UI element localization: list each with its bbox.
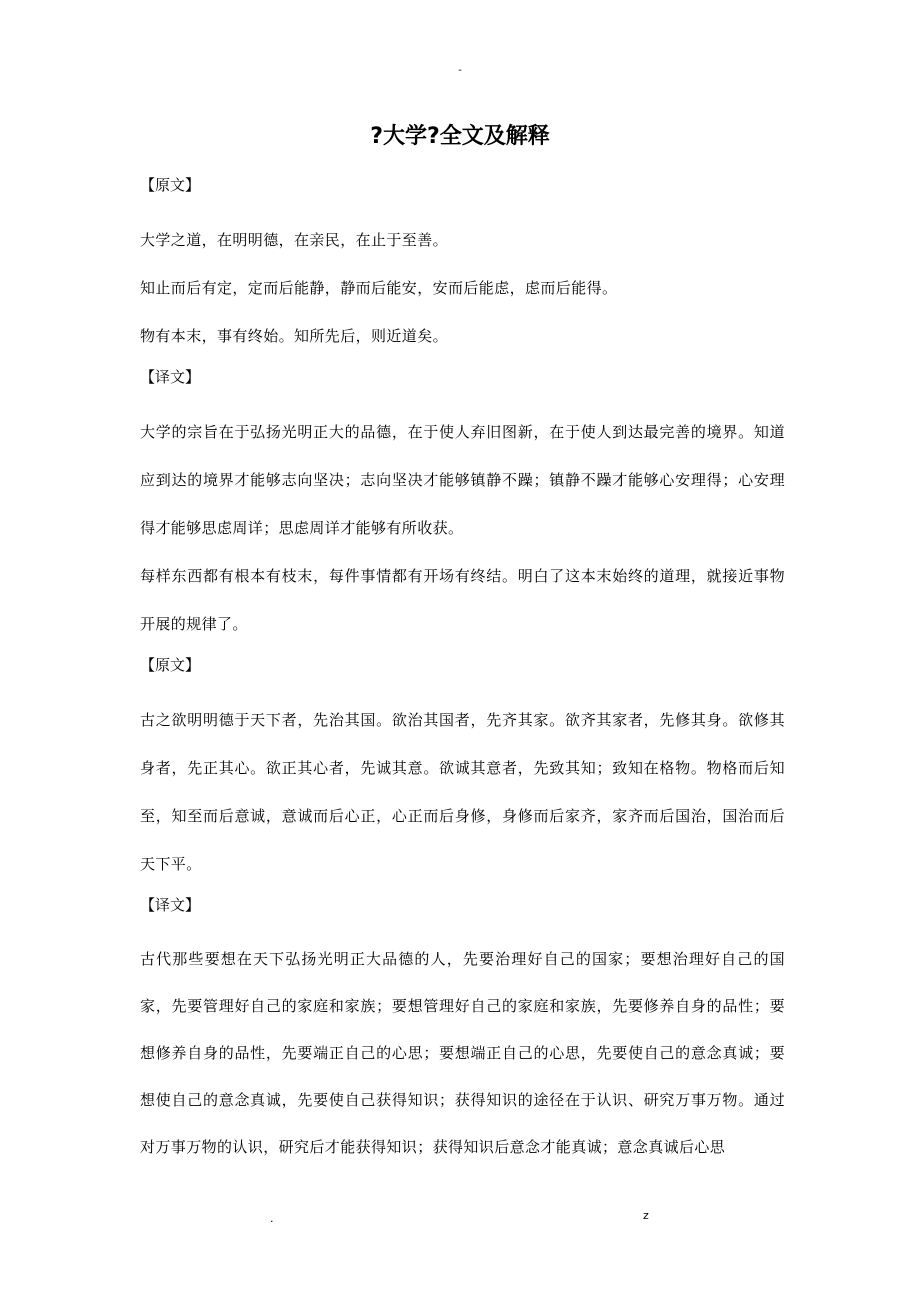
original-paragraph-4: 古之欲明明德于天下者，先治其国。欲治其国者，先齐其家。欲齐其家者，先修其身。欲修其身者，先正其心。欲正其心者，先诚其意。欲诚其意者，先致其知；致知在格物。物格而后知至，知至而后意诚，意诚而后心正，心正而后身修，身修而后家齐，家齐而后国治，国治而后天下平。: [140, 711, 785, 873]
footer-right-mark: z: [643, 1209, 649, 1222]
section-label-original-1: 【原文】: [140, 176, 201, 194]
document-body: [140, 168, 785, 1171]
section-label-translation-2: 【译文】: [140, 896, 201, 914]
translation-paragraph-3: 古代那些要想在天下弘扬光明正大品德的人，先要治理好自己的国家；要想治理好自己的国家，先要管理好自己的家庭和家族；要想管理好自己的家庭和家族，先要修养自身的品性；要想修养自身的品性，先要端正自己的心思；要想端正自己的心思，先要使自己的意念真诚；要想使自己的意念真诚，先要使自己获得知识；获得知识的途径在于认识、研究万事万物。通过对万事万物的认识，研究后才能获得知识；获得知识后意念才能真诚；意念真诚后心思: [140, 950, 785, 1156]
document-title: ?大学?全文及解释: [370, 124, 550, 149]
footer-left-mark: .: [270, 1212, 274, 1225]
translation-paragraph-1: 大学的宗旨在于弘扬光明正大的品德，在于使人弃旧图新，在于使人到达最完善的境界。知道应到达的境界才能够志向坚决；志向坚决才能够镇静不躁；镇静不躁才能够心安理得；心安理得才能够思虑周详；思虑周详才能够有所收获。: [140, 423, 785, 537]
section-label-original-2: 【原文】: [140, 656, 201, 674]
original-paragraph-1: 大学之道，在明明德，在亲民，在止于至善。: [140, 231, 449, 249]
header-mark: -: [458, 65, 462, 76]
original-paragraph-3: 物有本末，事有终始。知所先后，则近道矣。: [140, 327, 449, 345]
translation-paragraph-2: 每样东西都有根本有枝末，每件事情都有开场有终结。明白了这本末始终的道理，就接近事物开展的规律了。: [140, 567, 785, 633]
original-paragraph-2: 知止而后有定，定而后能静，静而后能安，安而后能虑，虑而后能得。: [140, 279, 618, 297]
section-label-translation-1: 【译文】: [140, 368, 201, 386]
